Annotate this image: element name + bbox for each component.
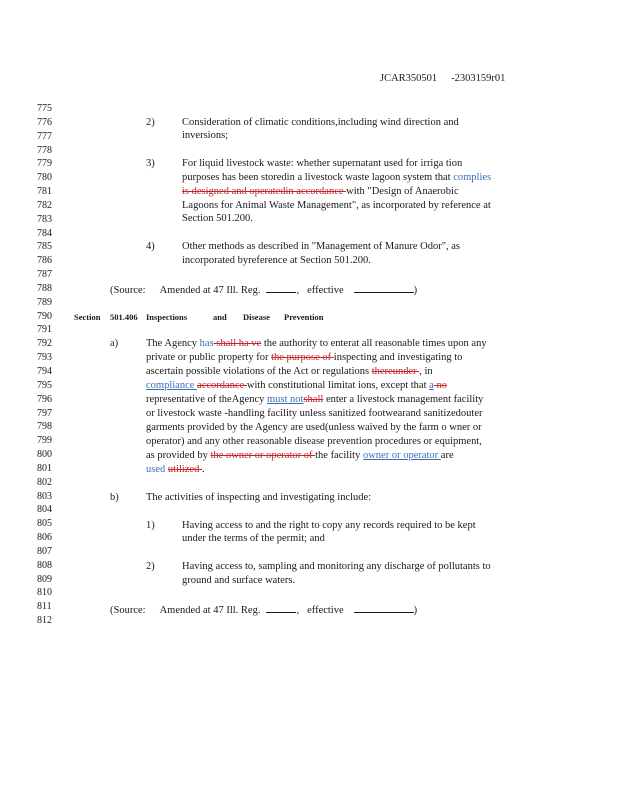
- deleted-text: the owner or operator of: [210, 450, 316, 461]
- line-number: 791: [37, 324, 52, 336]
- deleted-text: accordance: [197, 380, 247, 391]
- section-title-word: and: [213, 312, 227, 322]
- text-line: For liquid livestock waste: whether supernatant used for irriga tion: [182, 158, 463, 169]
- line-number: 789: [37, 296, 52, 308]
- line-number: 790: [37, 310, 52, 322]
- inserted-text: compliance: [146, 380, 198, 391]
- line-number: 781: [37, 186, 52, 197]
- text-line: The Agency has shall ha ve the authority to enterat all reasonable times upon any: [146, 338, 487, 349]
- text-line: incorporated byreference at Section 501.200.: [182, 255, 371, 266]
- line-number: 777: [37, 130, 52, 142]
- text-line: Having access to and the right to copy any records required to be kept: [182, 520, 476, 531]
- section-title-word: Prevention: [284, 312, 324, 322]
- line-number: 787: [37, 269, 52, 281]
- text-line: representative of theAgency must notshall enter a livestock management facility: [146, 394, 484, 405]
- line-number: 795: [37, 379, 52, 391]
- line-number: 803: [37, 490, 52, 502]
- line-number: 812: [37, 615, 52, 627]
- text-line: ground and surface waters.: [182, 575, 296, 586]
- line-number: 776: [37, 116, 52, 128]
- paragraph-label: b): [110, 492, 119, 503]
- blank-field: [266, 603, 296, 613]
- inserted-text: must not: [267, 394, 304, 405]
- line-number: 805: [37, 518, 52, 530]
- line-number: 775: [37, 103, 52, 114]
- text-line: Section 501.200.: [182, 213, 253, 224]
- text-line: Other methods as described in "Management of Manure Odor", as: [182, 241, 460, 252]
- line-number: 804: [37, 504, 52, 516]
- deleted-text: utilized: [167, 464, 202, 475]
- line-number: 788: [37, 282, 52, 294]
- line-number: 784: [37, 227, 52, 239]
- doc-revision: -2303159r01: [451, 73, 506, 84]
- line-number: 810: [37, 587, 52, 599]
- text-line: as provided by the owner or operator of the facility owner or operator are: [146, 450, 454, 461]
- text-line: purposes has been storedin a livestock waste lagoon system that complies: [182, 172, 492, 183]
- blank-field: [354, 603, 414, 613]
- line-number: 794: [37, 366, 52, 377]
- line-number: 792: [37, 338, 52, 350]
- deleted-text: no: [433, 380, 447, 391]
- text-line: under the terms of the permit; and: [182, 533, 325, 544]
- line-number: 800: [37, 449, 52, 460]
- list-item-number: 3): [146, 158, 155, 169]
- deleted-text: shall ha ve: [213, 338, 262, 349]
- blank-field: [354, 283, 414, 293]
- deleted-text: thereunder: [371, 366, 420, 377]
- inserted-text: owner or operator: [362, 450, 441, 461]
- paragraph-label: a): [110, 338, 119, 349]
- line-number: 798: [37, 421, 52, 433]
- line-number: 802: [37, 476, 52, 488]
- list-item-number: 1): [146, 520, 155, 531]
- line-number: 808: [37, 559, 52, 571]
- blank-field: [266, 283, 296, 293]
- text-line: Having access to, sampling and monitoring any discharge of pollutants to: [182, 561, 491, 572]
- list-item-number: 2): [146, 117, 155, 128]
- text-line: Consideration of climatic conditions,including wind direction and: [182, 117, 459, 128]
- line-number: 785: [37, 241, 52, 253]
- text-line: compliance accordance with constitutional limitat ions, except that a no: [146, 380, 447, 391]
- line-number: 797: [37, 407, 52, 419]
- section-title-word: Disease: [243, 312, 270, 322]
- line-number: 779: [37, 158, 52, 170]
- inserted-text: a: [429, 380, 434, 391]
- text-line: garments provided by the Agency are used(unless waived by the farm o wner or: [146, 422, 482, 433]
- source-note: (Source: Amended at 47 Ill. Reg. , effective ): [110, 285, 418, 296]
- deleted-text: the purpose of: [271, 352, 334, 363]
- text-line: is designed and operatedin accordance with "Design of Anaerobic: [182, 186, 459, 197]
- line-number: 780: [37, 172, 52, 184]
- line-number: 806: [37, 532, 52, 543]
- line-number: 811: [37, 601, 52, 613]
- line-number: 778: [37, 144, 52, 156]
- inserted-text: used: [146, 464, 168, 475]
- line-number: 807: [37, 545, 52, 557]
- line-number: 801: [37, 462, 52, 474]
- line-number: 782: [37, 199, 52, 211]
- document-header: [380, 73, 505, 84]
- line-number: 793: [37, 352, 52, 364]
- text-line: private or public property for the purpose of inspecting and investigating to: [146, 352, 463, 363]
- inserted-text: complies: [453, 172, 492, 183]
- list-item-number: 4): [146, 241, 155, 252]
- text-line: or livestock waste -handling facility unless sanitized footwearand sanitizedouter: [146, 408, 483, 419]
- text-line: ascertain possible violations of the Act or regulations thereunder , in: [146, 366, 433, 377]
- source-note: (Source: Amended at 47 Ill. Reg. , effective ): [110, 605, 418, 616]
- text-line: inversions;: [182, 130, 229, 141]
- section-number: 501.406: [110, 312, 138, 322]
- inserted-text: has: [199, 338, 214, 349]
- line-number: 809: [37, 573, 52, 585]
- deleted-text: shall: [303, 394, 324, 405]
- section-label: Section: [74, 312, 101, 322]
- text-line: operator) and any other reasonable disease prevention procedures or equipment,: [146, 436, 482, 447]
- text-line: used utilized .: [146, 464, 205, 475]
- text-line: Lagoons for Animal Waste Management", as incorporated by reference at: [182, 200, 491, 211]
- text-line: The activities of inspecting and investigating include:: [146, 492, 372, 503]
- list-item-number: 2): [146, 561, 155, 572]
- doc-id: JCAR350501: [380, 73, 438, 84]
- deleted-text: is designed and operatedin accordance: [182, 186, 347, 197]
- line-number: 783: [37, 213, 52, 225]
- line-number: 786: [37, 255, 52, 267]
- section-title-word: Inspections: [146, 312, 188, 322]
- line-number: 799: [37, 435, 52, 447]
- line-number: 796: [37, 393, 52, 405]
